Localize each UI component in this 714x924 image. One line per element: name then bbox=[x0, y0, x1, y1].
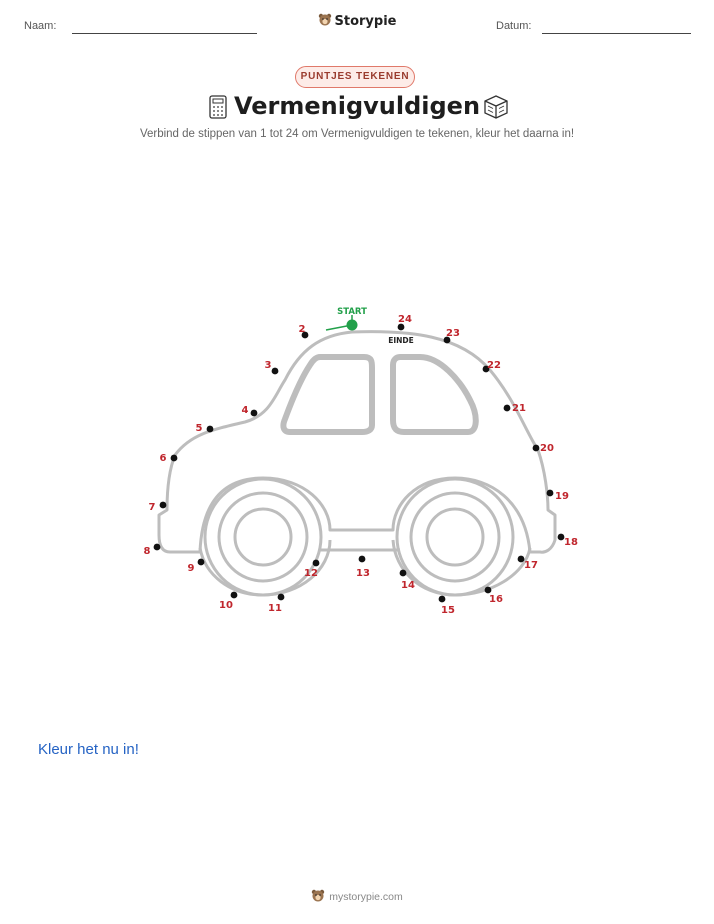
dot-6[interactable] bbox=[171, 455, 178, 462]
dot-label-7: 7 bbox=[148, 502, 156, 513]
dot-label-5: 5 bbox=[195, 423, 203, 434]
dot-label-9: 9 bbox=[187, 563, 195, 574]
dot-7[interactable] bbox=[160, 502, 167, 509]
start-dot[interactable] bbox=[347, 320, 358, 331]
dot-16[interactable] bbox=[485, 587, 492, 594]
footer bbox=[0, 889, 714, 903]
dot-label-22: 22 bbox=[487, 360, 501, 371]
color-prompt: Kleur het nu in! bbox=[38, 741, 139, 758]
dot-label-19: 19 bbox=[555, 491, 569, 502]
dot-label-4: 4 bbox=[241, 405, 249, 416]
rear-window bbox=[393, 357, 476, 432]
dot-19[interactable] bbox=[547, 490, 554, 497]
end-label: EINDE bbox=[388, 336, 414, 345]
dot-21[interactable] bbox=[504, 405, 511, 412]
dot-label-17: 17 bbox=[524, 560, 538, 571]
dot-8[interactable] bbox=[154, 544, 161, 551]
dot-11[interactable] bbox=[278, 594, 285, 601]
dot-13[interactable] bbox=[359, 556, 366, 563]
front-window bbox=[283, 357, 372, 432]
category-badge: PUNTJES TEKENEN bbox=[295, 66, 415, 88]
dot-12[interactable] bbox=[313, 560, 320, 567]
instructions: Verbind de stippen van 1 tot 24 om Vermenigvuldigen te tekenen, kleur het daarna in! bbox=[139, 128, 575, 140]
start-label: START bbox=[337, 307, 367, 317]
page-title: Vermenigvuldigen bbox=[233, 92, 481, 120]
dot-4[interactable] bbox=[251, 410, 258, 417]
dot-label-16: 16 bbox=[489, 594, 503, 605]
bear-icon bbox=[311, 889, 325, 903]
dot-label-13: 13 bbox=[356, 568, 370, 579]
dot-14[interactable] bbox=[400, 570, 407, 577]
dot-20[interactable] bbox=[533, 445, 540, 452]
date-label: Datum: bbox=[496, 20, 532, 32]
dot-label-10: 10 bbox=[219, 600, 233, 611]
car-outline bbox=[159, 332, 555, 595]
dot-label-14: 14 bbox=[401, 580, 415, 591]
dot-label-18: 18 bbox=[564, 537, 578, 548]
dot-label-20: 20 bbox=[540, 443, 554, 454]
dot-label-21: 21 bbox=[512, 403, 526, 414]
dot-label-8: 8 bbox=[143, 546, 151, 557]
dot-15[interactable] bbox=[439, 596, 446, 603]
brand-name: Storypie bbox=[334, 14, 397, 29]
dot-5[interactable] bbox=[207, 426, 214, 433]
name-label: Naam: bbox=[24, 20, 57, 32]
dot-label-11: 11 bbox=[268, 603, 282, 614]
dot-label-23: 23 bbox=[446, 328, 460, 339]
dot-3[interactable] bbox=[272, 368, 279, 375]
dot-10[interactable] bbox=[231, 592, 238, 599]
footer-url: mystorypie.com bbox=[329, 891, 403, 903]
dot-label-6: 6 bbox=[159, 453, 167, 464]
dot-label-24: 24 bbox=[398, 314, 412, 325]
dot-label-3: 3 bbox=[264, 360, 272, 371]
dot-label-2: 2 bbox=[298, 324, 306, 335]
dot-9[interactable] bbox=[198, 559, 205, 566]
dot-label-15: 15 bbox=[441, 605, 455, 616]
dot-label-12: 12 bbox=[304, 568, 318, 579]
